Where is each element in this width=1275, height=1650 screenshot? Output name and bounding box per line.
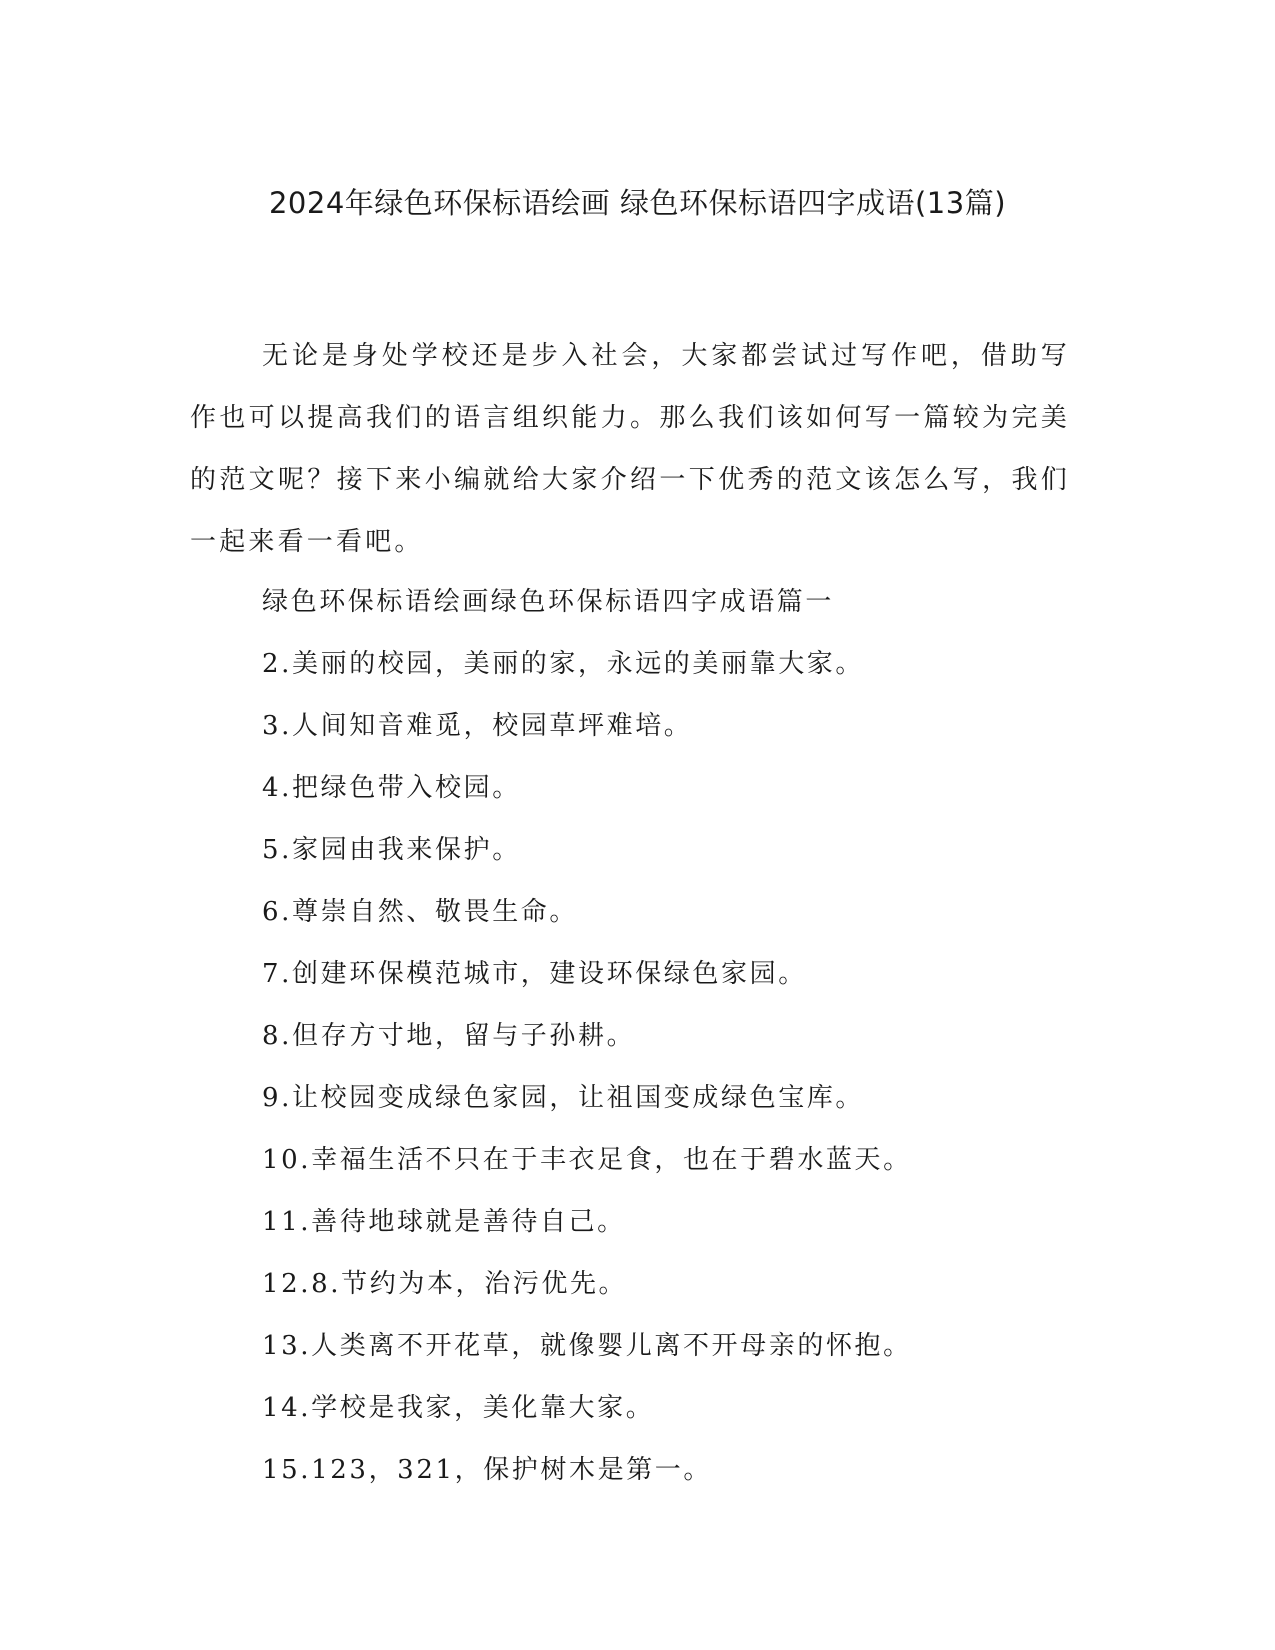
list-item: 13.人类离不开花草，就像婴儿离不开母亲的怀抱。 [262, 1331, 912, 1361]
list-item: 8.但存方寸地，留与子孙耕。 [262, 1021, 636, 1051]
list-item: 14.学校是我家，美化靠大家。 [262, 1393, 655, 1423]
list-item: 9.让校园变成绿色家园，让祖国变成绿色宝库。 [262, 1083, 865, 1113]
list-item: 10.幸福生活不只在于丰衣足食，也在于碧水蓝天。 [262, 1145, 912, 1175]
list-item: 11.善待地球就是善待自己。 [262, 1207, 626, 1237]
intro-paragraph: 无论是身处学校还是步入社会，大家都尝试过写作吧，借助写作也可以提高我们的语言组织能力。那么我们该如何写一篇较为完美的范文呢？接下来小编就给大家介绍一下优秀的范文该怎么写，我们一起来看一看吧。 [190, 341, 1070, 557]
list-item: 2.美丽的校园，美丽的家，永远的美丽靠大家。 [262, 649, 865, 679]
list-item: 12.8.节约为本，治污优先。 [262, 1269, 628, 1299]
list-item: 15.123，321，保护树木是第一。 [262, 1455, 713, 1485]
section-body [262, 571, 1082, 1501]
section-heading: 绿色环保标语绘画绿色环保标语四字成语篇一 [262, 587, 835, 617]
list-item: 4.把绿色带入校园。 [262, 773, 521, 803]
document-title: 2024年绿色环保标语绘画 绿色环保标语四字成语(13篇) [268, 186, 1007, 220]
list-item: 7.创建环保模范城市，建设环保绿色家园。 [262, 959, 807, 989]
list-item: 5.家园由我来保护。 [262, 835, 521, 865]
list-item: 3.人间知音难觅，校园草坪难培。 [262, 711, 693, 741]
list-item: 6.尊崇自然、敬畏生命。 [262, 897, 579, 927]
